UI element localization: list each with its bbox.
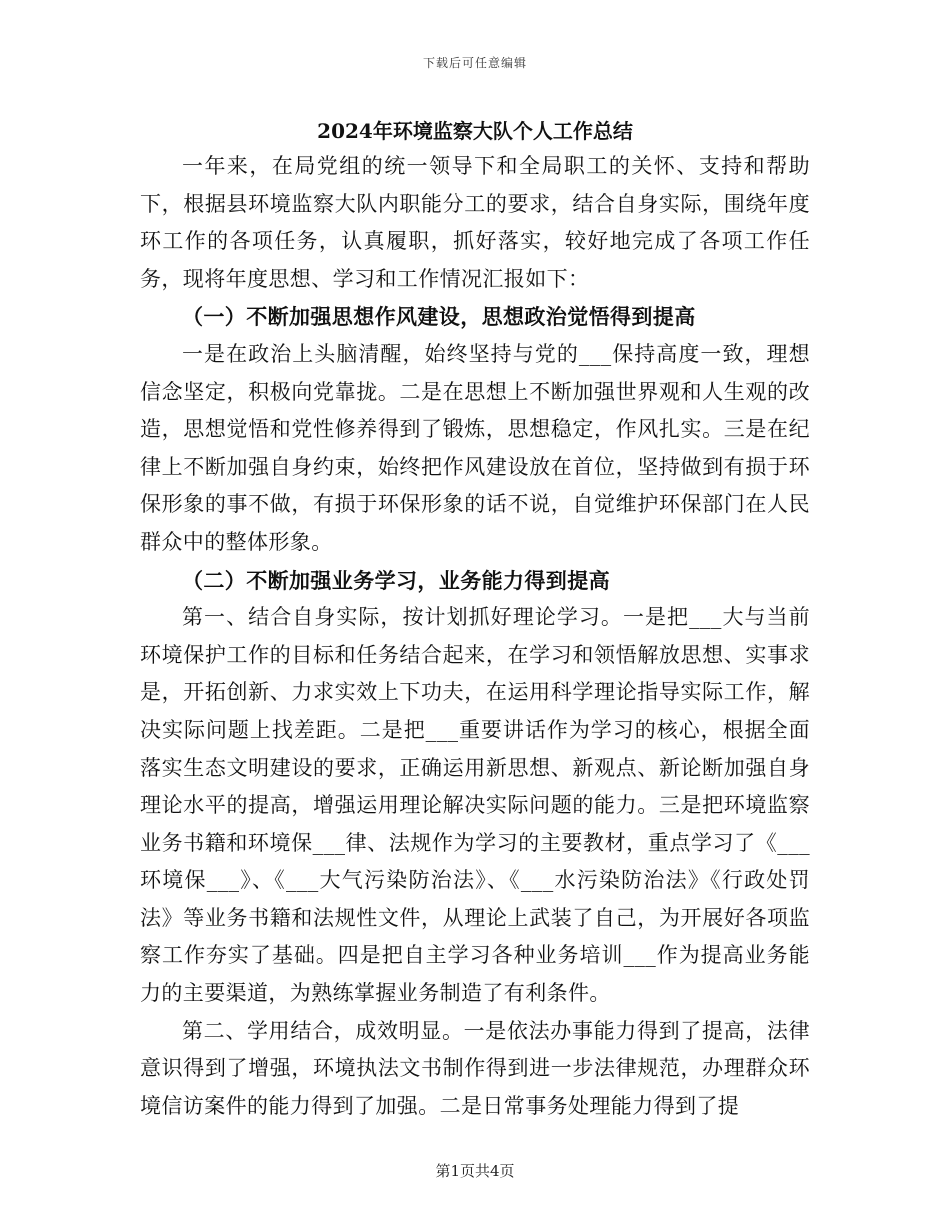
page-number: 第1页共4页 — [435, 1162, 515, 1180]
section-heading-1: （一）不断加强思想作风建设，思想政治觉悟得到提高 — [182, 304, 696, 330]
section-heading-2: （二）不断加强业务学习，业务能力得到提高 — [182, 567, 610, 593]
section-2-paragraph-1: 第一、结合自身实际，按计划抓好理论学习。一是把___大与当前环境保护工作的目标和任务结合起来，在学习和领悟解放思想、实事求是，开拓创新、力求实效上下功夫，在运用科学理论指导实际工作，解决实际问题上找差距。二是把___重要讲话作为学习的核心，根据全面落实生态文明建设的要求，正确运用新思想、新观点、新论断加强自身理论水平的提高，增强运用理论解决实际问题的能力。三是把环境监察业务书籍和环境保___律、法规作为学习的主要教材，重点学习了《___环境保___》、《___大气污染防治法》、《___水污染防治法》《行政处罚法》等业务书籍和法规性文件，从理论上武装了自己，为开展好各项监察工作夯实了基础。四是把自主学习各种业务培训___作为提高业务能力的主要渠道，为熟练掌握业务制造了有利条件。 — [140, 605, 810, 1006]
document-title: 2024年环境监察大队个人工作总结 — [317, 119, 633, 143]
header-note: 下载后可任意编辑 — [422, 56, 527, 70]
section-2-paragraph-2: 第二、学用结合，成效明显。一是依法办事能力得到了提高，法律意识得到了增强，环境执法文书制作得到进一步法律规范，办理群众环境信访案件的能力得到了加强。二是日常事务处理能力得到了提 — [140, 1018, 810, 1118]
intro-paragraph: 一年来，在局党组的统一领导下和全局职工的关怀、支持和帮助下，根据县环境监察大队内职能分工的要求，结合自身实际，围绕年度环工作的各项任务，认真履职，抓好落实，较好地完成了各项工作任务，现将年度思想、学习和工作情况汇报如下： — [140, 154, 810, 291]
document-body — [140, 148, 810, 1125]
section-1-paragraph: 一是在政治上头脑清醒，始终坚持与党的___保持高度一致，理想信念坚定，积极向党靠拢。二是在思想上不断加强世界观和人生观的改造，思想觉悟和党性修养得到了锻炼，思想稳定，作风扎实。三是在纪律上不断加强自身约束，始终把作风建设放在首位，坚持做到有损于环保形象的事不做，有损于环保形象的话不说，自觉维护环保部门在人民群众中的整体形象。 — [140, 341, 810, 554]
